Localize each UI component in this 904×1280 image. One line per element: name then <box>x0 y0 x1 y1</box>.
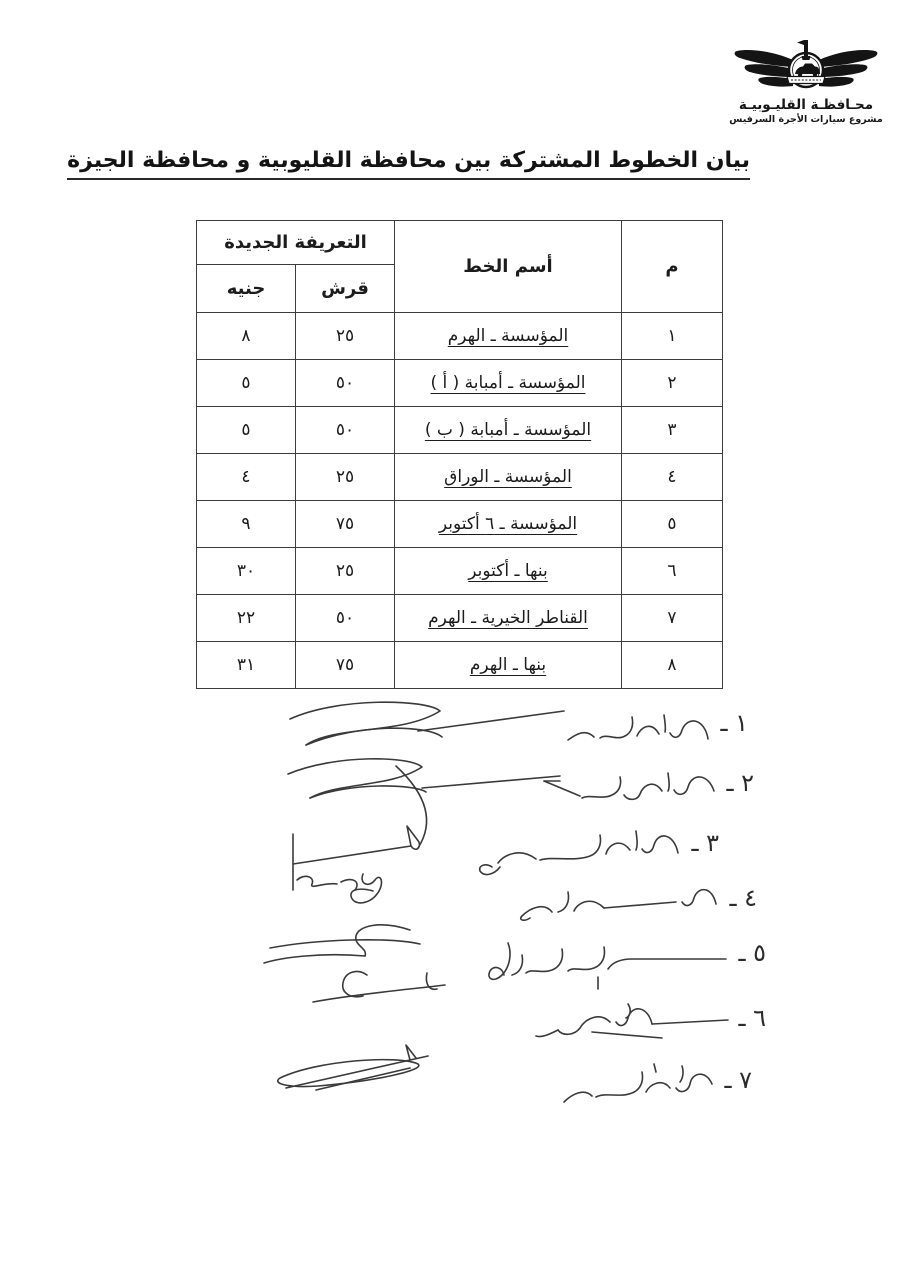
table-row <box>197 595 723 642</box>
header-line-name: أسم الخط <box>395 221 622 313</box>
org-subtitle: مشروع سيارات الأجرة السرفيس <box>729 114 883 125</box>
handwritten-name-icon <box>564 703 714 751</box>
piasters-cell: ٢٥ <box>296 548 395 595</box>
signature-number: ٤ ـ <box>729 884 757 912</box>
line-name-cell: المؤسسة ـ أمبابة ( أ ) <box>395 360 622 407</box>
signature-scribble <box>305 965 450 1010</box>
signature-entry-2 <box>540 763 754 808</box>
signature-entry-6 <box>532 998 766 1043</box>
line-name-cell: المؤسسة ـ ٦ أكتوبر <box>395 501 622 548</box>
table-row <box>197 407 723 454</box>
header-new-tariff: التعريفة الجديدة <box>197 221 395 265</box>
table-header-row-1 <box>197 221 723 265</box>
signature-number: ١ ـ <box>720 709 748 737</box>
pounds-cell: ٩ <box>197 501 296 548</box>
line-name-cell: المؤسسة ـ الوراق <box>395 454 622 501</box>
line-name-cell: بنها ـ الهرم <box>395 642 622 689</box>
index-cell: ٣ <box>622 407 723 454</box>
piasters-cell: ٢٥ <box>296 454 395 501</box>
table-row <box>197 548 723 595</box>
pounds-cell: ٣٠ <box>197 548 296 595</box>
header-piasters: قرش <box>296 265 395 313</box>
signature-number: ٧ ـ <box>724 1066 752 1094</box>
header-index: م <box>622 221 723 313</box>
table-row <box>197 642 723 689</box>
signature-number: ٥ ـ <box>738 939 766 967</box>
index-cell: ٥ <box>622 501 723 548</box>
piasters-cell: ٧٥ <box>296 642 395 689</box>
line-name-cell: بنها ـ أكتوبر <box>395 548 622 595</box>
index-cell: ٤ <box>622 454 723 501</box>
index-cell: ١ <box>622 313 723 360</box>
fare-table <box>196 220 723 689</box>
letterhead-logo <box>720 34 892 125</box>
signature-scribble <box>258 1040 436 1095</box>
pounds-cell: ٣١ <box>197 642 296 689</box>
signature-scribble <box>285 818 430 928</box>
org-name: محـافظـة القليـوبيـة <box>738 97 874 113</box>
pounds-cell: ٢٢ <box>197 595 296 642</box>
pounds-cell: ٤ <box>197 454 296 501</box>
signature-entry-7 <box>558 1060 752 1105</box>
piasters-cell: ٥٠ <box>296 407 395 454</box>
signature-entry-5 <box>482 933 766 995</box>
handwritten-name-icon <box>532 998 732 1043</box>
wings-car-monument-emblem-icon <box>731 34 881 96</box>
line-name-cell: المؤسسة ـ أمبابة ( ب ) <box>395 407 622 454</box>
table-row <box>197 501 723 548</box>
signature-entry-1 <box>564 703 748 751</box>
piasters-cell: ٥٠ <box>296 360 395 407</box>
handwritten-name-icon <box>558 1060 718 1105</box>
piasters-cell: ٥٠ <box>296 595 395 642</box>
signature-scribble <box>258 918 428 968</box>
pounds-cell: ٥ <box>197 407 296 454</box>
index-cell: ٨ <box>622 642 723 689</box>
index-cell: ٢ <box>622 360 723 407</box>
signature-number: ٦ ـ <box>738 1004 766 1032</box>
table-row <box>197 454 723 501</box>
table-row <box>197 313 723 360</box>
table-row <box>197 360 723 407</box>
pounds-cell: ٥ <box>197 360 296 407</box>
line-name-cell: القناطر الخيرية ـ الهرم <box>395 595 622 642</box>
piasters-cell: ٧٥ <box>296 501 395 548</box>
pounds-cell: ٨ <box>197 313 296 360</box>
index-cell: ٦ <box>622 548 723 595</box>
page-title: بيان الخطوط المشتركة بين محافظة القليوبية و محافظة الجيزة <box>67 148 750 180</box>
index-cell: ٧ <box>622 595 723 642</box>
header-pounds: جنيه <box>197 265 296 313</box>
piasters-cell: ٢٥ <box>296 313 395 360</box>
title-block <box>67 148 750 180</box>
signature-number: ٣ ـ <box>691 829 719 857</box>
signature-entry-4 <box>508 878 757 926</box>
line-name-cell: المؤسسة ـ الهرم <box>395 313 622 360</box>
handwritten-name-icon <box>482 933 732 995</box>
signature-number: ٢ ـ <box>726 769 754 797</box>
handwritten-name-icon <box>508 878 723 926</box>
